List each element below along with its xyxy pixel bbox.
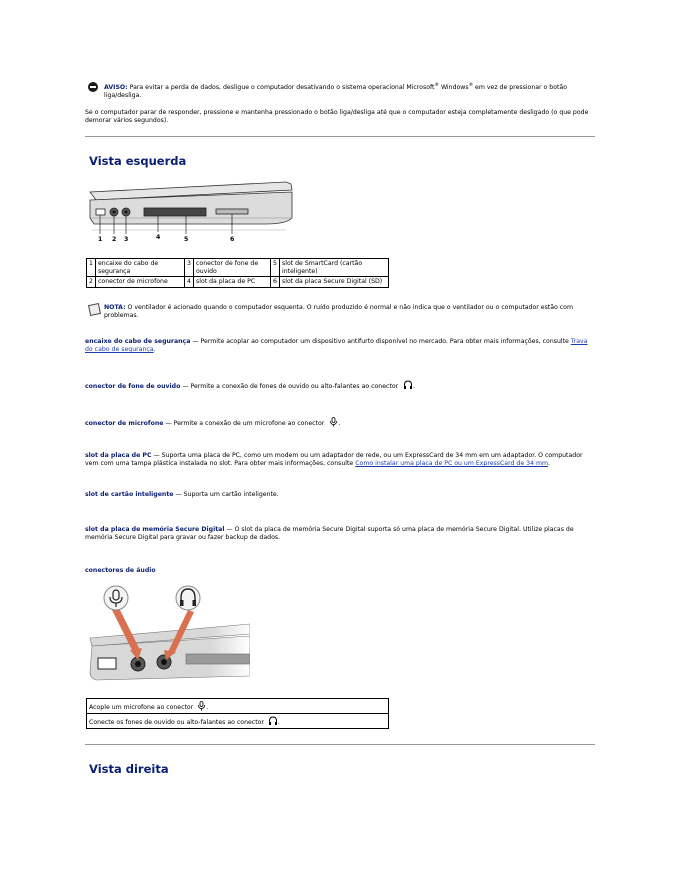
parts-table [86, 258, 389, 288]
audio-table [86, 698, 389, 729]
desc-microphone: conector de microfone — Permite a conexão de um microfone ao conector . [85, 417, 595, 428]
table-row: 2 conector de microfone 4 slot da placa de PC 6 slot da placa Secure Digital (SD) [87, 277, 389, 288]
note-text: NOTA: O ventilador é acionado quando o computador esquenta. O ruído produzido é normal e não indica que o ventilador ou o computador estão com problemas. [104, 304, 573, 319]
audio-connectors-image [88, 580, 250, 690]
callout-4: 4 [156, 234, 161, 241]
note-icon [88, 303, 101, 316]
table-row: Conecte os fones de ouvido ou alto-falantes ao conector . [87, 714, 389, 729]
divider [85, 136, 595, 137]
callout-2: 2 [112, 236, 117, 243]
warning-icon [88, 82, 98, 92]
callout-1: 1 [98, 236, 103, 243]
callout-3: 3 [124, 236, 129, 243]
desc-headphone: conector de fone de ouvido — Permite a conexão de fones de ouvido ou alto-falantes ao conector . [85, 380, 595, 391]
headphone-icon [268, 716, 278, 726]
laptop-left-view-image [86, 178, 298, 246]
audio-heading: conectores de áudio [85, 567, 156, 574]
divider [85, 744, 595, 745]
desc-pc-card: slot da placa de PC — Suporta uma placa de PC, como um modem ou um adaptador de rede, ou um ExpressCard de 34 mm em um adaptador. O computador vem com uma tampa plástica instalada no slot. Para obter mais informações, consulte Como instalar uma placa de PC ou um ExpressCard de 34 mm. [85, 452, 583, 467]
callout-5: 5 [184, 236, 189, 243]
link-security-cable-lock[interactable]: Trava do cabo de segurança [85, 338, 588, 353]
warning-text: AVISO: Para evitar a perda de dados, desligue o computador desativando o sistema operacional Microsoft® Windows® em vez de pressionar o botão liga/desliga. [104, 83, 568, 100]
table-row: Acople um microfone ao conector . [87, 699, 389, 714]
link-install-pc-card[interactable]: Como instalar uma placa de PC ou um ExpressCard de 34 mm [355, 460, 549, 467]
callout-6: 6 [230, 236, 235, 243]
desc-security-cable: encaixe do cabo de segurança — Permite acoplar ao computador um dispositivo antifurto disponível no mercado. Para obter mais informações, consulte Trava do cabo de segurança. [85, 338, 588, 353]
desc-smartcard: slot de cartão inteligente — Suporta um cartão inteligente. [85, 491, 279, 498]
microphone-icon [329, 417, 338, 427]
freeze-paragraph: Se o computador parar de responder, pressione e mantenha pressionado o botão liga/desliga até que o computador esteja completamente desligado (o que pode demorar vários segundos). [85, 109, 589, 124]
section-title-right: Vista direita [89, 762, 169, 776]
table-row: 1 encaixe do cabo de segurança 3 conector de fone de ouvido 5 slot de SmartCard (cartão inteligente) [87, 259, 389, 277]
headphone-icon [403, 380, 413, 390]
warning-label: AVISO: [104, 84, 128, 92]
desc-sd: slot da placa de memória Secure Digital — O slot da placa de memória Secure Digital suporta só uma placa de memória Secure Digital. Utilize placas de memória Secure Digital para gravar ou fazer backup de dados. [85, 526, 574, 541]
microphone-icon [197, 701, 206, 711]
section-title-left: Vista esquerda [89, 154, 187, 168]
